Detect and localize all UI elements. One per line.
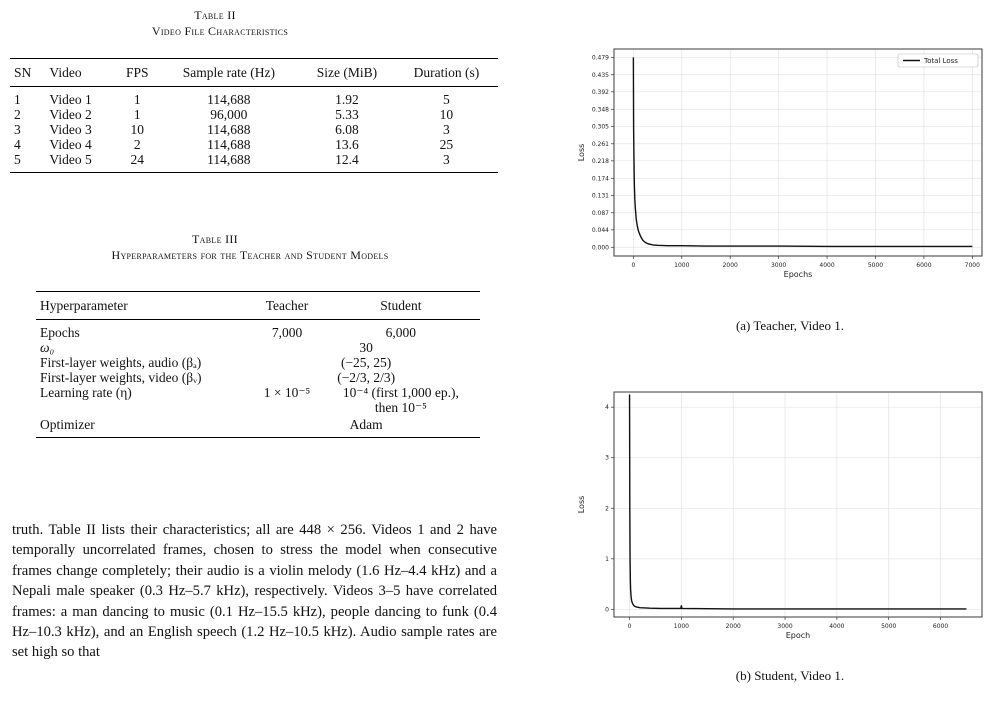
figure-a-caption: (a) Teacher, Video 1. — [735, 318, 845, 333]
table-row — [10, 137, 498, 152]
table-row — [36, 415, 480, 438]
y-tick-label: 0.000 — [591, 244, 609, 252]
x-tick-label: 6000 — [932, 623, 949, 630]
table-cell: 3 — [443, 152, 450, 167]
legend-entry: Total Loss — [924, 57, 958, 65]
table-cell: 5 — [443, 92, 450, 107]
y-tick-label: 0.479 — [591, 54, 609, 62]
table-cell: 4 — [14, 137, 21, 152]
y-axis-label: Loss — [577, 495, 586, 514]
table-row — [10, 87, 498, 108]
student-loss-chart — [576, 387, 986, 643]
table-cell: 30 — [359, 340, 373, 355]
table-cell: Video 4 — [49, 137, 92, 152]
y-tick-label: 0.044 — [591, 226, 609, 234]
table-row — [10, 107, 498, 122]
table-cell: Video 2 — [49, 107, 92, 122]
y-tick-label: 0.261 — [591, 140, 609, 148]
table2-header-cell: Sample rate (Hz) — [182, 65, 275, 80]
table2-header-cell: SN — [14, 65, 32, 80]
table-row — [10, 152, 498, 173]
y-tick-label: 0.348 — [591, 106, 609, 114]
y-tick-label: 1 — [605, 555, 609, 563]
x-tick-label: 3000 — [770, 262, 787, 269]
x-tick-label: 7000 — [964, 262, 980, 269]
table-cell: (−2/3, 2/3) — [337, 370, 396, 385]
x-tick-label: 0 — [631, 262, 636, 269]
y-tick-label: 3 — [605, 454, 609, 462]
y-tick-label: 0.435 — [591, 71, 609, 79]
table-cell: Video 3 — [49, 122, 92, 137]
teacher-loss-chart — [576, 37, 986, 277]
table3-header-cell: Hyperparameter — [40, 298, 128, 313]
x-tick-label: 1000 — [673, 623, 690, 630]
y-tick-label: 0.305 — [591, 123, 609, 131]
table-cell: ω₀ — [40, 340, 55, 355]
x-tick-label: 3000 — [777, 623, 793, 630]
table2-header-cell: FPS — [125, 65, 149, 80]
table2-header-cell: Duration (s) — [413, 65, 480, 80]
lr-student-line1: 10⁻⁴ (first 1,000 ep.), — [342, 385, 459, 400]
table2-header-row — [10, 59, 498, 87]
table-cell: 6,000 — [385, 325, 417, 340]
x-tick-label: 6000 — [916, 262, 932, 269]
y-tick-label: 0.218 — [591, 157, 609, 165]
table-cell: 25 — [439, 137, 454, 152]
x-tick-label: 4000 — [829, 623, 845, 630]
y-tick-label: 4 — [605, 404, 609, 412]
y-tick-label: 0.131 — [591, 192, 609, 200]
table-row — [36, 385, 480, 415]
x-axis-label: Epoch — [785, 631, 811, 640]
y-tick-label: 0.087 — [591, 209, 609, 217]
x-axis-label: Epochs — [783, 270, 813, 279]
table2-header-cell: Size (MiB) — [316, 65, 378, 80]
table-cell: 2 — [133, 137, 141, 152]
table3-header-cell: Student — [380, 298, 422, 313]
x-tick-label: 5000 — [881, 623, 897, 630]
plot-area — [614, 392, 982, 617]
table-cell: 114,688 — [207, 137, 251, 152]
y-axis-label: Loss — [577, 143, 586, 162]
table3-label: Table III — [192, 232, 238, 246]
table2 — [10, 58, 498, 173]
table-cell: First-layer weights, audio (βₐ) — [40, 355, 202, 370]
y-tick-label: 2 — [605, 505, 609, 513]
table-cell: 1.92 — [335, 92, 359, 107]
x-tick-label: 4000 — [819, 262, 835, 269]
table-cell: 13.6 — [335, 137, 359, 152]
table-cell: 5 — [14, 152, 21, 167]
table-row — [36, 320, 480, 341]
table-cell: 114,688 — [207, 122, 251, 137]
table-cell — [322, 385, 480, 415]
table-cell: Epochs — [40, 325, 80, 340]
table-cell: Video 5 — [49, 152, 92, 167]
table-cell: 3 — [443, 122, 450, 137]
table3 — [36, 291, 480, 438]
table2-header-cell: Video — [49, 65, 82, 80]
table-row — [36, 340, 480, 355]
body-paragraph: truth. Table II lists their characteristics; all are 448 × 256. Videos 1 and 2 have temporally uncorrelated frames, chosen to stress the model when consecutive frames change completely; their audio is a violin melody (1.6 Hz–4.4 kHz) and a Nepali male speaker (0.3 Hz–5.7 kHz), respectively. Videos 3–5 have correlated frames: a man dancing to music (0.1 Hz–15.5 kHz), people dancing to funk (0.4 Hz–10.3 kHz), and an English speech (1.2 Hz–10.5 kHz). Audio sample rates are set high so that — [12, 522, 497, 661]
y-tick-label: 0 — [605, 606, 609, 614]
y-tick-label: 0.392 — [591, 88, 609, 96]
table-cell: 1 — [14, 92, 21, 107]
table-cell: 24 — [130, 152, 144, 167]
x-tick-label: 5000 — [867, 262, 884, 269]
table2-title: Video File Characteristics — [151, 24, 289, 38]
table-row — [36, 370, 480, 385]
table-row — [36, 355, 480, 370]
table-cell: 7,000 — [271, 325, 303, 340]
figure-b-caption: (b) Student, Video 1. — [735, 668, 845, 683]
table-cell: 12.4 — [335, 152, 359, 167]
y-tick-label: 0.174 — [591, 175, 609, 183]
x-tick-label: 2000 — [722, 262, 738, 269]
table3-header-cell: Teacher — [265, 298, 309, 313]
table-cell: 114,688 — [207, 152, 251, 167]
x-tick-label: 2000 — [725, 623, 741, 630]
plot-area — [614, 49, 982, 256]
x-tick-label: 1000 — [674, 262, 690, 269]
table-cell: 1 × 10⁻⁵ — [263, 385, 311, 400]
table-cell: Adam — [349, 417, 383, 432]
table-cell: 6.08 — [335, 122, 359, 137]
table3-title: Hyperparameters for the Teacher and Student Models — [111, 248, 389, 262]
table2-label: Table II — [194, 8, 236, 22]
table3-header-row — [36, 292, 480, 320]
table-cell: (−25, 25) — [340, 355, 392, 370]
lr-student-line2: then 10⁻⁵ — [374, 400, 427, 415]
table-cell: 3 — [14, 122, 21, 137]
table-cell: 96,000 — [210, 107, 248, 122]
x-tick-label: 0 — [627, 623, 632, 630]
table-row — [10, 122, 498, 137]
table-cell: 1 — [133, 92, 141, 107]
table-cell: Video 1 — [49, 92, 92, 107]
table-cell: Optimizer — [40, 417, 95, 432]
table-cell: 1 — [133, 107, 141, 122]
table-cell: 114,688 — [207, 92, 251, 107]
table-cell: 10 — [439, 107, 454, 122]
table-cell: 10 — [130, 122, 144, 137]
table-cell: 5.33 — [335, 107, 359, 122]
table-cell: Learning rate (η) — [40, 385, 132, 400]
table-cell: 2 — [14, 107, 21, 122]
table-cell: First-layer weights, video (βᵥ) — [40, 370, 202, 385]
